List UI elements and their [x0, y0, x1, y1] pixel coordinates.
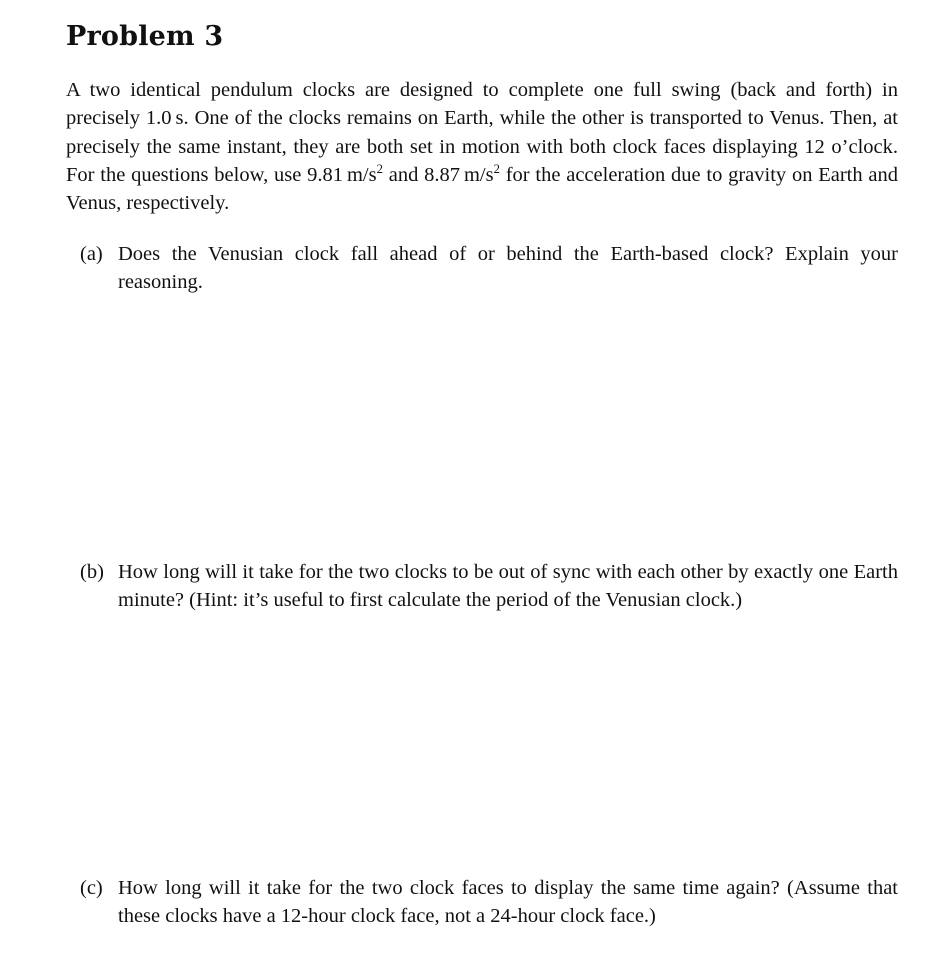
answer-space-b	[118, 616, 898, 856]
question-a-label: (a)	[80, 243, 103, 265]
question-a-text: Does the Venusian clock fall ahead of or behind the Earth-based clock? Explain your reasoning.	[118, 243, 898, 294]
question-b-label: (b)	[80, 561, 104, 583]
period-unit: s	[175, 107, 184, 130]
question-b	[80, 558, 898, 615]
question-c	[80, 874, 898, 931]
problem-title: Problem 3	[66, 21, 224, 52]
problem-statement	[66, 76, 898, 217]
question-a	[80, 240, 898, 297]
gravity-venus-unit: $m/s^2$	[463, 162, 500, 186]
gravity-earth-unit: $m/s^2$	[346, 162, 383, 186]
answer-space-a	[118, 300, 898, 540]
statement-part-4: for the acceleration due to gravity on Earth and Venus, respectively.	[66, 163, 898, 215]
period-value: 1.0	[145, 107, 172, 130]
gravity-venus-value: 8.87	[424, 163, 460, 186]
question-c-label: (c)	[80, 877, 103, 899]
statement-part-3: and	[382, 163, 425, 186]
question-c-text: How long will it take for the two clock faces to display the same time again? (Assume that these clocks have a 12-hour clock face, not a 24-hour clock face.)	[118, 877, 898, 928]
question-b-text: How long will it take for the two clocks to be out of sync with each other by exactly one Earth minute? (Hint: it’s useful to first calculate the period of the Venusian clock.)	[118, 561, 898, 612]
gravity-earth-value: 9.81	[307, 163, 343, 186]
statement-part-2: . One of the clocks remains on Earth, while the other is transported to Venus. Then, at precisely the same instant, they are both set in motion with both clock faces displaying 12 o’clock. For the questions below, use	[66, 107, 899, 186]
statement-part-1: A two identical pendulum clocks are designed to complete one full swing (back and forth) in precisely	[66, 79, 898, 130]
